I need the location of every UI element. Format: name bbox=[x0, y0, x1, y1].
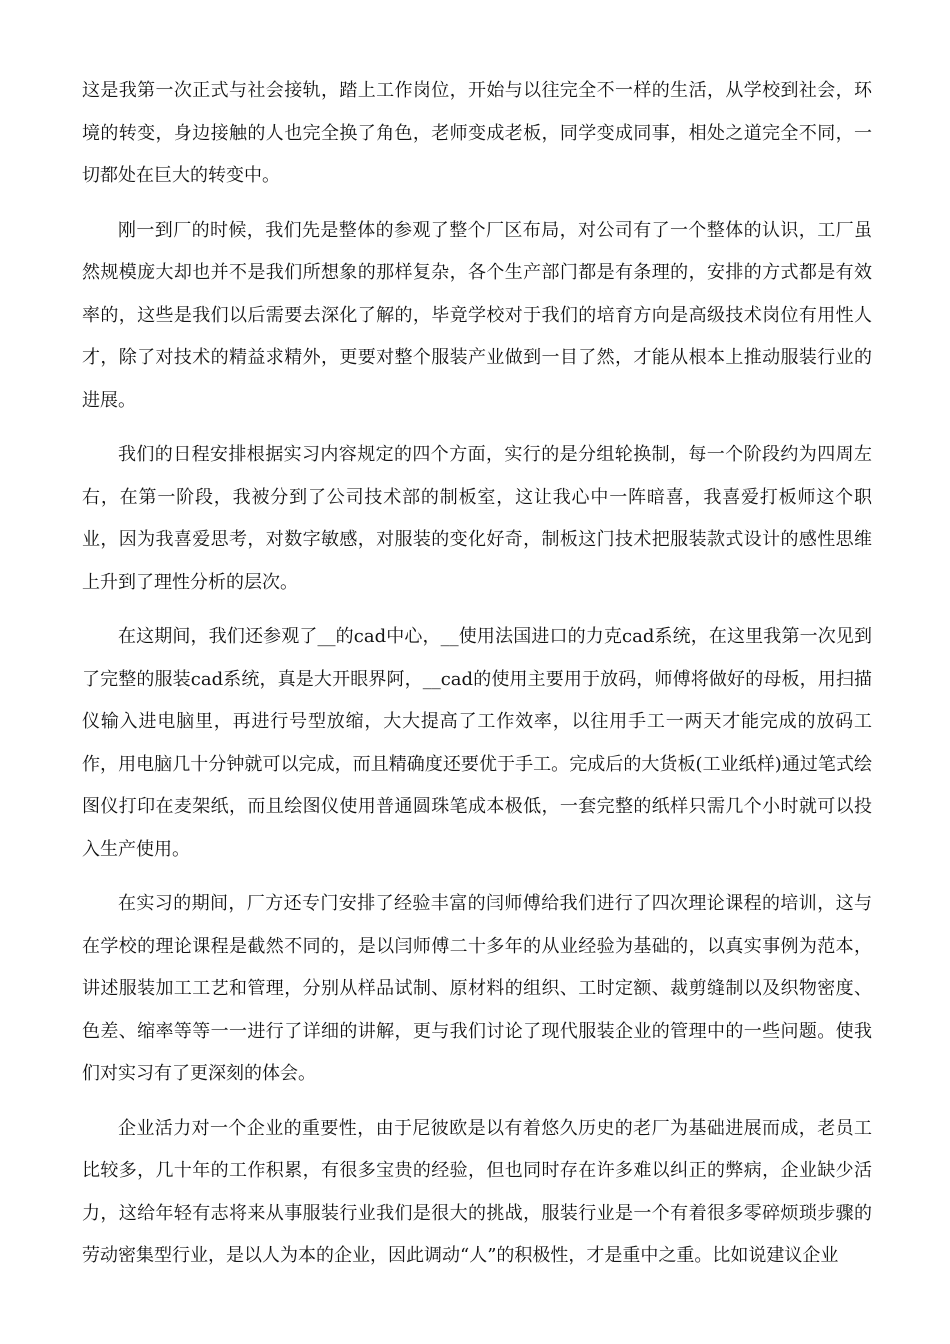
paragraph-4: 在这期间，我们还参观了__的cad中心，__使用法国进口的力克cad系统，在这里我第一次见到了完整的服装cad系统，真是大开眼界阿，__cad的使用主要用于放码，师傅将做好的母板，用扫描仪输入进电脑里，再进行号型放缩，大大提高了工作效率，以往用手工一两天才能完成的放码工作，用电脑几十分钟就可以完成，而且精确度还要优于手工。完成后的大货板(工业纸样)通过笔式绘图仪打印在麦架纸，而且绘图仪使用普通圆珠笔成本极低，一套完整的纸样只需几个小时就可以投入生产使用。 bbox=[82, 626, 872, 860]
paragraph-2: 刚一到厂的时候，我们先是整体的参观了整个厂区布局，对公司有了一个整体的认识，工厂虽然规模庞大却也并不是我们所想象的那样复杂，各个生产部门都是有条理的，安排的方式都是有效率的，这些是我们以后需要去深化了解的，毕竟学校对于我们的培育方向是高级技术岗位有用性人才，除了对技术的精益求精外，更要对整个服装产业做到一目了然，才能从根本上推动服装行业的进展。 bbox=[82, 219, 872, 411]
paragraph-1: 这是我第一次正式与社会接轨，踏上工作岗位，开始与以往完全不一样的生活，从学校到社会，环境的转变，身边接触的人也完全换了角色，老师变成老板，同学变成同事，相处之道完全不同，一切都处在巨大的转变中。 bbox=[82, 80, 872, 186]
document-page bbox=[82, 70, 872, 1290]
paragraph-5: 在实习的期间，厂方还专门安排了经验丰富的闫师傅给我们进行了四次理论课程的培训，这与在学校的理论课程是截然不同的，是以闫师傅二十多年的从业经验为基础的，以真实事例为范本，讲述服装加工工艺和管理，分别从样品试制、原材料的组织、工时定额、裁剪缝制以及织物密度、色差、缩率等等一一进行了详细的讲解，更与我们讨论了现代服装企业的管理中的一些问题。使我们对实习有了更深刻的体会。 bbox=[82, 893, 872, 1084]
paragraph-3: 我们的日程安排根据实习内容规定的四个方面，实行的是分组轮换制，每一个阶段约为四周左右，在第一阶段，我被分到了公司技术部的制板室，这让我心中一阵暗喜，我喜爱打板师这个职业，因为我喜爱思考，对数字敏感，对服装的变化好奇，制板这门技术把服装款式设计的感性思维上升到了理性分析的层次。 bbox=[82, 444, 872, 593]
paragraph-6: 企业活力对一个企业的重要性，由于尼彼欧是以有着悠久历史的老厂为基础进展而成，老员工比较多，几十年的工作积累，有很多宝贵的经验，但也同时存在许多难以纠正的弊病，企业缺少活力，这给年轻有志将来从事服装行业我们是很大的挑战，服装行业是一个有着很多零碎烦琐步骤的劳动密集型行业，是以人为本的企业，因此调动“人”的积极性，才是重中之重。比如说建议企业 bbox=[82, 1117, 872, 1266]
